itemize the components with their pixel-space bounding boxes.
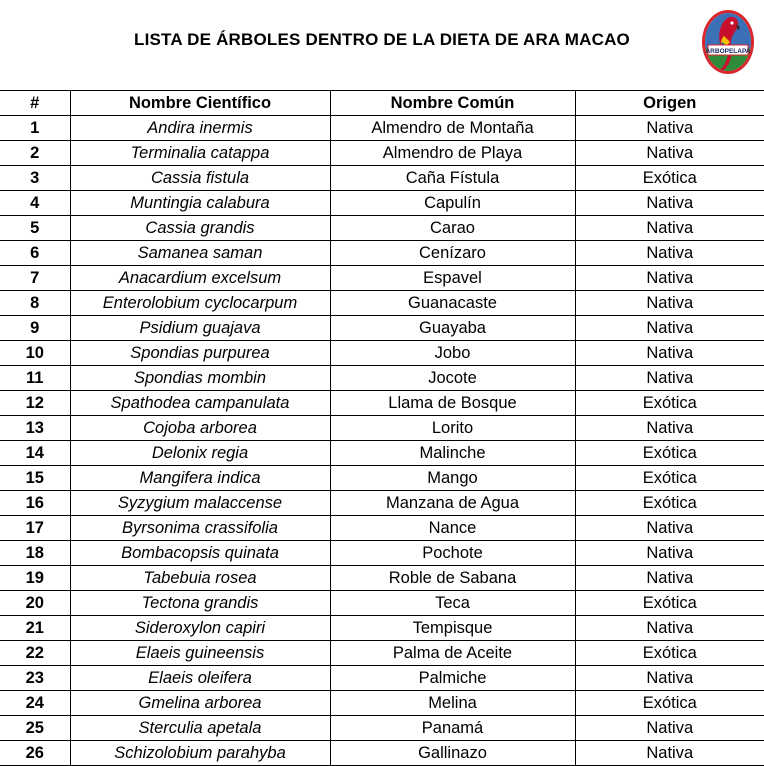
table-row (0, 516, 764, 541)
table-row (0, 666, 764, 691)
origin-cell: Nativa (575, 341, 764, 366)
origin-cell: Exótica (575, 391, 764, 416)
scientific-name-cell: Anacardium excelsum (70, 266, 330, 291)
common-name-cell: Jobo (330, 341, 575, 366)
origin-cell: Nativa (575, 191, 764, 216)
origin-cell: Nativa (575, 266, 764, 291)
row-number: 25 (0, 716, 70, 741)
header-scientific-name: Nombre Científico (70, 91, 330, 116)
origin-cell: Exótica (575, 466, 764, 491)
row-number: 7 (0, 266, 70, 291)
header-common-name: Nombre Común (330, 91, 575, 116)
row-number: 19 (0, 566, 70, 591)
row-number: 21 (0, 616, 70, 641)
table-body (0, 116, 764, 766)
common-name-cell: Llama de Bosque (330, 391, 575, 416)
row-number: 4 (0, 191, 70, 216)
common-name-cell: Guanacaste (330, 291, 575, 316)
table-row (0, 716, 764, 741)
scientific-name-cell: Spondias mombin (70, 366, 330, 391)
common-name-cell: Almendro de Montaña (330, 116, 575, 141)
scientific-name-cell: Muntingia calabura (70, 191, 330, 216)
table-row (0, 616, 764, 641)
header-origin: Origen (575, 91, 764, 116)
table-row (0, 691, 764, 716)
origin-cell: Nativa (575, 566, 764, 591)
origin-cell: Nativa (575, 541, 764, 566)
row-number: 14 (0, 441, 70, 466)
scientific-name-cell: Byrsonima crassifolia (70, 516, 330, 541)
origin-cell: Exótica (575, 166, 764, 191)
row-number: 12 (0, 391, 70, 416)
species-table (0, 90, 764, 766)
common-name-cell: Gallinazo (330, 741, 575, 766)
table-row (0, 166, 764, 191)
origin-cell: Exótica (575, 641, 764, 666)
scientific-name-cell: Elaeis oleifera (70, 666, 330, 691)
scientific-name-cell: Cassia fistula (70, 166, 330, 191)
common-name-cell: Espavel (330, 266, 575, 291)
origin-cell: Exótica (575, 491, 764, 516)
origin-cell: Nativa (575, 741, 764, 766)
scientific-name-cell: Enterolobium cyclocarpum (70, 291, 330, 316)
page-title: LISTA DE ÁRBOLES DENTRO DE LA DIETA DE ARA MACAO (134, 30, 630, 49)
row-number: 22 (0, 641, 70, 666)
origin-cell: Nativa (575, 416, 764, 441)
scientific-name-cell: Syzygium malaccense (70, 491, 330, 516)
row-number: 9 (0, 316, 70, 341)
row-number: 13 (0, 416, 70, 441)
row-number: 23 (0, 666, 70, 691)
common-name-cell: Cenízaro (330, 241, 575, 266)
common-name-cell: Malinche (330, 441, 575, 466)
common-name-cell: Palmiche (330, 666, 575, 691)
common-name-cell: Melina (330, 691, 575, 716)
row-number: 18 (0, 541, 70, 566)
scientific-name-cell: Gmelina arborea (70, 691, 330, 716)
table-row (0, 491, 764, 516)
common-name-cell: Roble de Sabana (330, 566, 575, 591)
origin-cell: Nativa (575, 516, 764, 541)
row-number: 8 (0, 291, 70, 316)
common-name-cell: Manzana de Agua (330, 491, 575, 516)
origin-cell: Nativa (575, 241, 764, 266)
table-row (0, 266, 764, 291)
origin-cell: Nativa (575, 716, 764, 741)
table-row (0, 191, 764, 216)
scientific-name-cell: Cassia grandis (70, 216, 330, 241)
scientific-name-cell: Tabebuia rosea (70, 566, 330, 591)
row-number: 16 (0, 491, 70, 516)
scientific-name-cell: Mangifera indica (70, 466, 330, 491)
row-number: 20 (0, 591, 70, 616)
row-number: 26 (0, 741, 70, 766)
table-row (0, 316, 764, 341)
common-name-cell: Guayaba (330, 316, 575, 341)
origin-cell: Nativa (575, 666, 764, 691)
header-row (0, 91, 764, 116)
header-number: # (0, 91, 70, 116)
common-name-cell: Palma de Aceite (330, 641, 575, 666)
arbopelapa-logo (700, 8, 756, 76)
table-row (0, 416, 764, 441)
common-name-cell: Pochote (330, 541, 575, 566)
common-name-cell: Caña Fístula (330, 166, 575, 191)
table-row (0, 641, 764, 666)
scientific-name-cell: Sideroxylon capiri (70, 616, 330, 641)
scientific-name-cell: Tectona grandis (70, 591, 330, 616)
table-row (0, 391, 764, 416)
table-row (0, 441, 764, 466)
common-name-cell: Lorito (330, 416, 575, 441)
origin-cell: Nativa (575, 291, 764, 316)
table-row (0, 141, 764, 166)
row-number: 17 (0, 516, 70, 541)
row-number: 15 (0, 466, 70, 491)
scientific-name-cell: Spathodea campanulata (70, 391, 330, 416)
row-number: 24 (0, 691, 70, 716)
row-number: 5 (0, 216, 70, 241)
scientific-name-cell: Delonix regia (70, 441, 330, 466)
origin-cell: Exótica (575, 591, 764, 616)
scientific-name-cell: Schizolobium parahyba (70, 741, 330, 766)
scientific-name-cell: Bombacopsis quinata (70, 541, 330, 566)
table-row (0, 241, 764, 266)
row-number: 2 (0, 141, 70, 166)
origin-cell: Nativa (575, 616, 764, 641)
table-row (0, 366, 764, 391)
table-row (0, 541, 764, 566)
table-row (0, 591, 764, 616)
origin-cell: Nativa (575, 116, 764, 141)
row-number: 10 (0, 341, 70, 366)
scientific-name-cell: Spondias purpurea (70, 341, 330, 366)
row-number: 1 (0, 116, 70, 141)
scientific-name-cell: Samanea saman (70, 241, 330, 266)
table-row (0, 566, 764, 591)
table-header (0, 91, 764, 116)
row-number: 3 (0, 166, 70, 191)
common-name-cell: Capulín (330, 191, 575, 216)
scientific-name-cell: Elaeis guineensis (70, 641, 330, 666)
common-name-cell: Panamá (330, 716, 575, 741)
common-name-cell: Teca (330, 591, 575, 616)
table-row (0, 216, 764, 241)
scientific-name-cell: Psidium guajava (70, 316, 330, 341)
logo-wordmark: ARBOPELAPA (705, 48, 751, 55)
common-name-cell: Carao (330, 216, 575, 241)
table-row (0, 291, 764, 316)
common-name-cell: Mango (330, 466, 575, 491)
table-row (0, 341, 764, 366)
origin-cell: Nativa (575, 216, 764, 241)
common-name-cell: Jocote (330, 366, 575, 391)
row-number: 6 (0, 241, 70, 266)
origin-cell: Nativa (575, 366, 764, 391)
origin-cell: Exótica (575, 691, 764, 716)
common-name-cell: Nance (330, 516, 575, 541)
row-number: 11 (0, 366, 70, 391)
origin-cell: Exótica (575, 441, 764, 466)
scientific-name-cell: Andira inermis (70, 116, 330, 141)
table-row (0, 466, 764, 491)
common-name-cell: Tempisque (330, 616, 575, 641)
table-row (0, 116, 764, 141)
scientific-name-cell: Cojoba arborea (70, 416, 330, 441)
origin-cell: Nativa (575, 316, 764, 341)
origin-cell: Nativa (575, 141, 764, 166)
scientific-name-cell: Sterculia apetala (70, 716, 330, 741)
common-name-cell: Almendro de Playa (330, 141, 575, 166)
scarlet-macaw-emblem-icon (700, 8, 756, 76)
scientific-name-cell: Terminalia catappa (70, 141, 330, 166)
